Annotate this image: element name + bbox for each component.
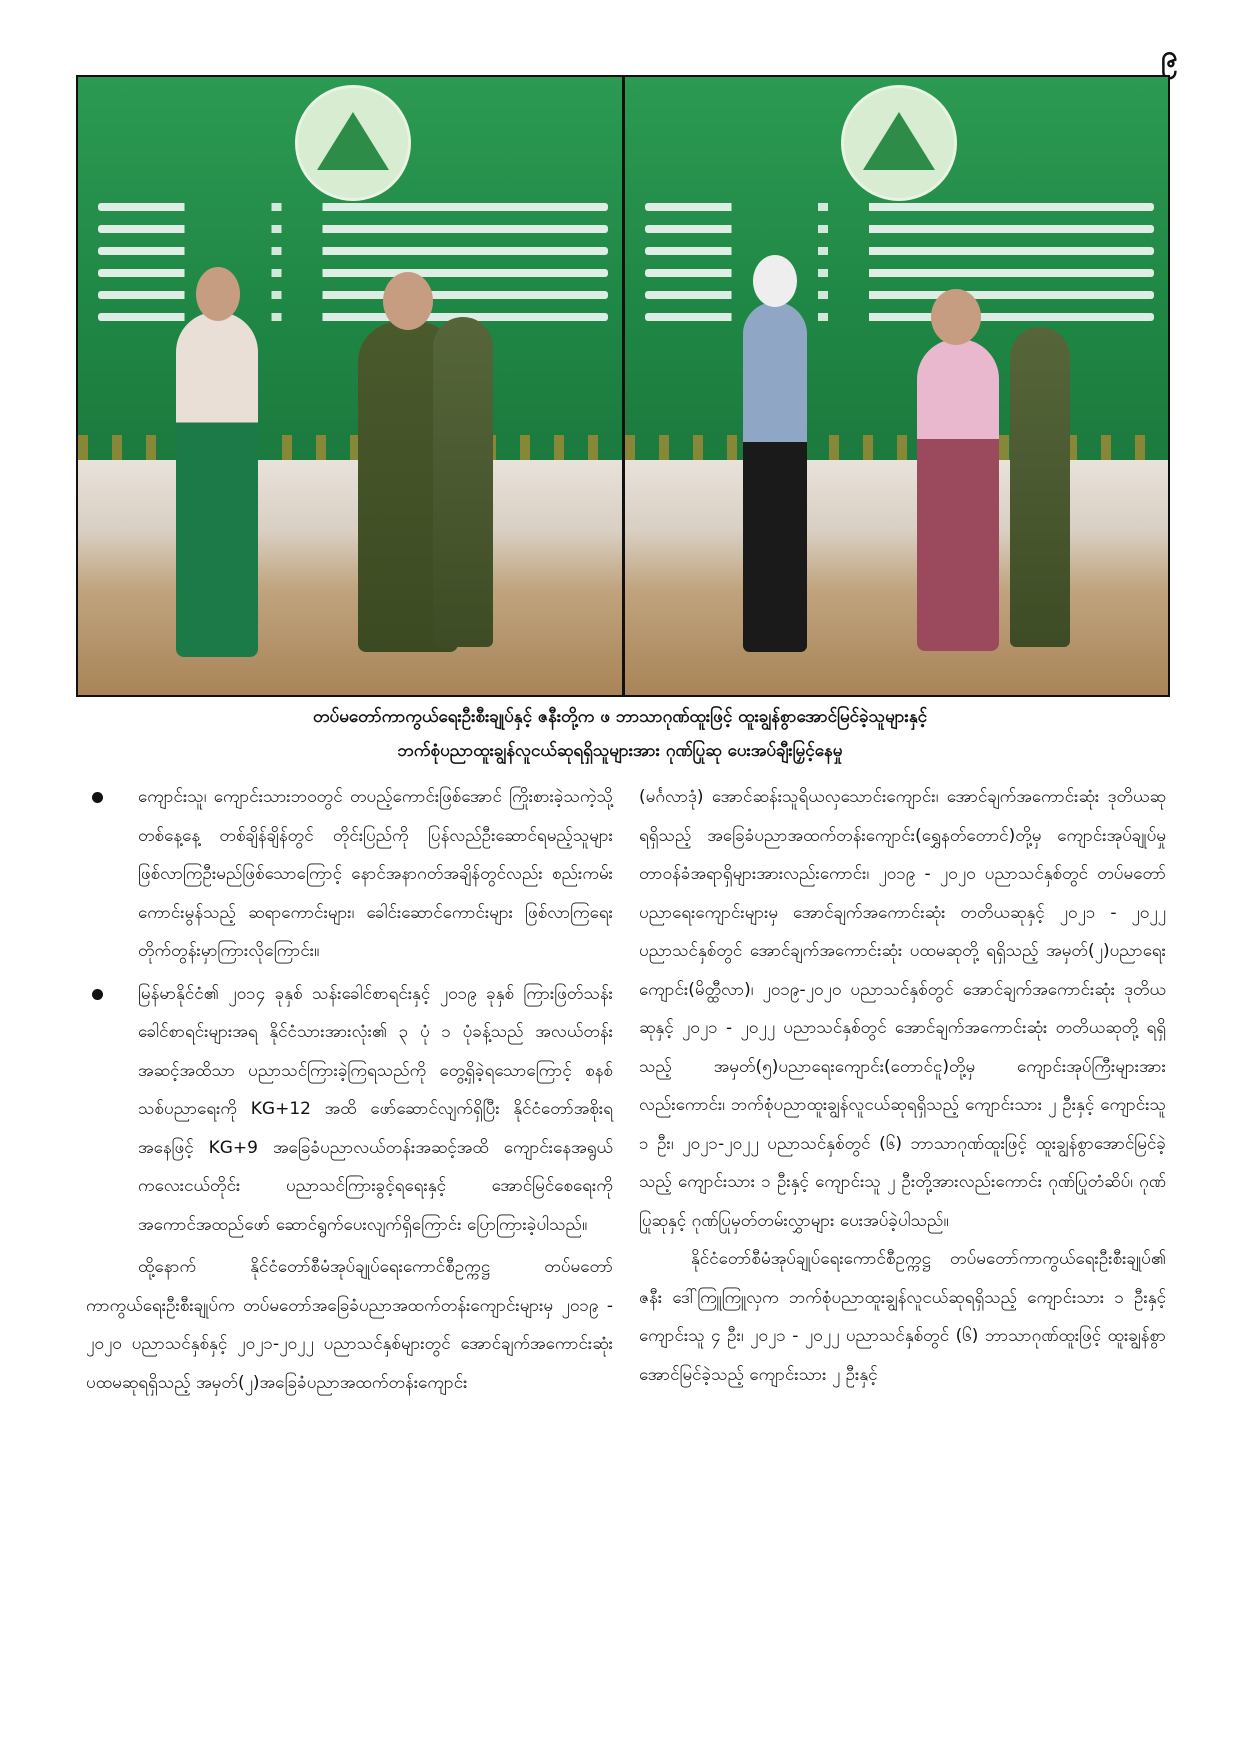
screen-text-lines [645,189,1155,335]
right-column [639,778,1166,1402]
bullet-item [86,975,613,1245]
aide-figure [433,317,493,647]
photo-award-right [622,77,1169,695]
article-body [86,778,1166,1402]
stage-floor [78,460,622,695]
bullet-text: ကျောင်းသူ၊ ကျောင်းသားဘဝတွင် တပည့်ကောင်းဖြစ်အောင် ကြိုးစားခဲ့သကဲ့သို့ တစ်နေ့နေ့ တစ်ချိန်ချိန်တွင် တိုင်းပြည်ကို ပြန်လည်ဦးဆောင်ရမည့်သူများ ဖြစ်လာကြဦးမည်ဖြစ်သောကြောင့် နောင်အနာဂတ်အချိန်တွင်လည်း စည်းကမ်းကောင်းမွန်သည့် ဆရာကောင်းများ၊ ခေါင်းဆောင်ကောင်းများ ဖြစ်လာကြရေး တိုက်တွန်းမှာကြားလိုကြောင်း။ [138,787,613,961]
emblem-logo [295,85,411,201]
screen-text-lines [98,189,608,335]
page-number: ၉ [1161,39,1178,74]
photo-caption [80,700,1160,768]
stage-screen [78,77,622,460]
emblem-logo [841,85,957,201]
caption-line-2: ဘက်စုံပညာထူးချွန်လူငယ်ဆုရရှိသူများအား ဂုဏ်ပြုဆု ပေးအပ်ချီးမြှင့်နေမှု [397,741,843,761]
stage-floor [625,460,1169,695]
officer-head [383,272,433,330]
paragraph: ထို့နောက် နိုင်ငံတော်စီမံအုပ်ချုပ်ရေးကောင်စီဥက္ကဋ္ဌ တပ်မတော်ကာကွယ်ရေးဦးစီးချုပ်က တပ်မတော်အခြေခံပညာအထက်တန်းကျောင်းများမှ ၂၀၁၉ - ၂၀၂၀ ပညာသင်နှစ်နှင့် ၂၀၂၁-၂၀၂၂ ပညာသင်နှစ်များတွင် အောင်ချက်အကောင်းဆုံး ပထမဆုရရှိသည့် အမှတ်(၂)အခြေခံပညာအထက်တန်းကျောင်း [86,1257,613,1393]
bullet-dot [92,989,103,1000]
bullet-dot [92,792,103,803]
stage-screen [625,77,1169,460]
bullet-text: မြန်မာနိုင်ငံ၏ ၂၀၁၄ ခုနှစ် သန်းခေါင်စာရင်းနှင့် ၂၀၁၉ ခုနှစ် ကြားဖြတ်သန်းခေါင်စာရင်းများအရ နိုင်ငံသားအားလုံး၏ ၃ ပုံ ၁ ပုံခန့်သည် အလယ်တန်းအဆင့်အထိသာ ပညာသင်ကြားခဲ့ကြရသည်ကို တွေ့ရှိခဲ့ရသောကြောင့် စနစ်သစ်ပညာရေးကို KG+12 အထိ ဖော်ဆောင်လျက်ရှိပြီး နိုင်ငံတော်အစိုးရအနေဖြင့် KG+9 အခြေခံပညာလယ်တန်းအဆင့်အထိ ကျောင်းနေအရွယ် ကလေးငယ်တိုင်း ပညာသင်ကြားခွင့်ရရေးနှင့် အောင်မြင်စေရေးကို အကောင်အထည်ဖော် ဆောင်ရွက်ပေးလျက်ရှိကြောင်း ပြောကြားခဲ့ပါသည်။ [138,983,613,1235]
student-figure [176,312,258,657]
caption-line-1: တပ်မတော်ကာကွယ်ရေးဦးစီးချုပ်နှင့် ဇနီးတို့က ဖ ဘာသာဂုဏ်ထူးဖြင့် ထူးချွန်စွာအောင်မြင်ခဲ့သူများနှင့် [312,707,928,727]
photo-award-left [78,77,622,695]
scout-student-figure [743,302,807,652]
bullet-item [86,778,613,971]
scout-student-head [753,255,797,307]
student-head [196,267,240,321]
photo-strip [76,75,1170,697]
presenter-head [931,289,981,345]
paragraph: နိုင်ငံတော်စီမံအုပ်ချုပ်ရေးကောင်စီဥက္ကဋ္ဌ တပ်မတော်ကာကွယ်ရေးဦးစီးချုပ်၏ ဇနီး ဒေါ်ကြူကြူလှက ဘက်စုံပညာထူးချွန်လူငယ်ဆုရရှိသည့် ကျောင်းသား ၁ ဦးနှင့် ကျောင်းသူ ၄ ဦး၊ ၂၀၂၁ - ၂၀၂၂ ပညာသင်နှစ်တွင် (၆) ဘာသာဂုဏ်ထူးဖြင့် ထူးချွန်စွာ အောင်မြင်ခဲ့သည့် ကျောင်းသား ၂ ဦးနှင့် [639,1249,1166,1385]
presenter-figure [917,339,999,651]
paragraph: (မင်္ဂလာဒုံ) အောင်ဆန်းသူရိယလှသောင်းကျောင်း၊ အောင်ချက်အကောင်းဆုံး ဒုတိယဆုရရှိသည့် အခြေခံပညာအထက်တန်းကျောင်း(ရွှေနတ်တောင်)တို့မှ ကျောင်းအုပ်ချုပ်မှုတာဝန်ခံအရာရှိများအားလည်းကောင်း၊ ၂၀၁၉ - ၂၀၂၀ ပညာသင်နှစ်တွင် တပ်မတော်ပညာရေးကျောင်းများမှ အောင်ချက်အကောင်းဆုံး တတိယဆုနှင့် ၂၀၂၁ - ၂၀၂၂ ပညာသင်နှစ်တွင် အောင်ချက်အကောင်းဆုံး ပထမဆုတို့ ရရှိသည့် အမှတ်(၂)ပညာရေးကျောင်း(မိတ္ထီလာ)၊ ၂၀၁၉-၂၀၂၀ ပညာသင်နှစ်တွင် အောင်ချက်အကောင်းဆုံး ဒုတိယဆုနှင့် ၂၀၂၁ - ၂၀၂၂ ပညာသင်နှစ်တွင် အောင်ချက်အကောင်းဆုံး တတိယဆုတို့ ရရှိသည့် အမှတ်(၅)ပညာရေးကျောင်း(တောင်ငူ)တို့မှ ကျောင်းအုပ်ကြီးများအားလည်းကောင်း၊ ဘက်စုံပညာထူးချွန်လူငယ်ဆုရရှိသည့် ကျောင်းသား ၂ ဦးနှင့် ကျောင်းသူ ၁ ဦး၊ ၂၀၂၁-၂၀၂၂ ပညာသင်နှစ်တွင် (၆) ဘာသာဂုဏ်ထူးဖြင့် ထူးချွန်စွာအောင်မြင်ခဲ့သည့် ကျောင်းသား ၁ ဦးနှင့် ကျောင်းသူ ၂ ဦးတို့အားလည်းကောင်း ဂုဏ်ပြုတံဆိပ်၊ ဂုဏ်ပြုဆုနှင့် ဂုဏ်ပြုမှတ်တမ်းလွှာများ ပေးအပ်ခဲ့ပါသည်။ [639,787,1166,1231]
left-column [86,778,613,1402]
aide-figure [1010,327,1070,647]
